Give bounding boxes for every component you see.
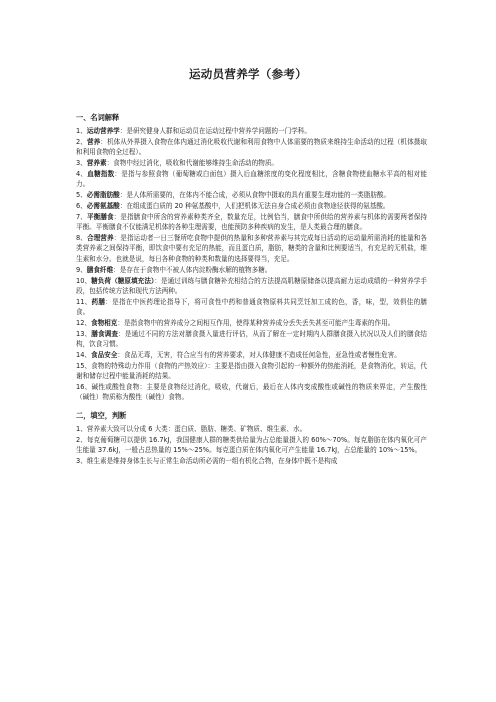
item-term: 必需脂肪酸 <box>86 191 120 200</box>
item-text: 食物的特殊动力作用（食物的产热效应）：主要是指由摄入食物引起的一种额外的热能消耗，是食物消化，转运，代谢和储存过程中能量消耗的结果。 <box>76 361 428 381</box>
list-item <box>76 350 427 360</box>
item-term: 必需氨基酸 <box>86 202 120 211</box>
item-text: 维生素是维持身体生长与正常生命活动所必需的一组有机化合物，在身体中既不是构成 <box>86 456 338 465</box>
item-term: 药膳 <box>91 297 106 306</box>
list-item <box>76 329 427 350</box>
item-number: 3、 <box>76 159 87 168</box>
item-number: 8、 <box>76 234 87 243</box>
item-text: 营养素大致可以分成 6 大类：蛋白质、脂肪、糖类、矿物质、维生素、水。 <box>86 424 307 433</box>
item-text: ：是通过不同的方法对膳食摄入量进行评估，从而了解在一定时期内人群膳食摄入状况以及人们的膳食结构，饮食习惯。 <box>76 329 428 349</box>
list-item <box>76 424 427 434</box>
list-item <box>76 276 427 297</box>
item-number: 1、 <box>76 127 87 135</box>
item-text: ：是指食物中的营养成分之间相互作用，使得某种营养成分丢失丢失甚至可能产生毒素的作用。 <box>117 318 395 327</box>
item-term: 运动营养学 <box>86 127 120 135</box>
list-item <box>76 190 427 200</box>
list-item <box>76 297 427 318</box>
list-item <box>76 233 427 264</box>
item-number: 10、 <box>76 276 92 285</box>
item-term: 平衡膳食 <box>86 212 114 221</box>
list-item <box>76 382 427 403</box>
list-item <box>76 212 427 233</box>
item-term: 膳食纤维 <box>86 265 114 274</box>
list-item <box>76 456 427 466</box>
item-text: 碱性或酸性食物：主要是食物经过消化，吸收，代谢后，最后在人体内变成酸性或碱性的物质来界定，产生酸性（碱性）物质称为酸性（碱性）食物。 <box>76 383 428 402</box>
item-number: 2、 <box>76 435 87 444</box>
item-text: ：机体从外界摄入食物在体内通过消化吸收代谢和利用食物中人体需要的物质来维持生命活动的过程（机体摄取和利用食物的全过程）。 <box>76 137 428 157</box>
item-number: 11、 <box>76 297 92 306</box>
item-text: ：是存在于食物中不被人体内淀粉酶水解的植物多糖。 <box>113 265 272 274</box>
item-number: 2、 <box>76 137 87 146</box>
item-text: ：食物中经过消化，吸收和代谢能够维持生命活动的物质。 <box>106 159 279 168</box>
item-number: 13、 <box>76 329 92 338</box>
item-text: ：是人体所需要的，在体内不能合成，必须从食物中摄取的具有重要生理功能的一类脂肪酸。 <box>119 191 391 200</box>
fill-judge-list <box>76 424 427 466</box>
item-number: 9、 <box>76 265 87 274</box>
document-title: 运动员营养学（参考） <box>189 67 307 81</box>
item-term: 糖负荷（糖原填充法） <box>91 276 155 285</box>
list-item <box>76 265 427 275</box>
item-term: 合理营养 <box>86 234 114 243</box>
item-text: ：是指膳食中所含的营养素种类齐全，数量充足，比例恰当，膳食中所供给的营养素与机体的需要两者保持平衡。平衡膳食不仅能满足机体的各种生理需要，也能预防多种疾病的发生，是人类最合理的膳食。 <box>76 212 428 232</box>
list-item <box>76 318 427 328</box>
section-heading-fill-judge: 二，填空，判断 <box>76 410 127 420</box>
list-item <box>76 169 427 190</box>
item-number: 7、 <box>76 212 87 221</box>
item-text: ：是指运动者一日三餐所吃食物中提供的热量和多种营养素与其完成每日活动的运动量所需消耗的能量和各类营养素之间保持平衡，即饮食中要有充足的热能，而且蛋白质，脂肪，糖类的含量和比例要适当，有充足的无机盐，维生素和水分。也就是说，每日各种食物的种类和数量的选择要得当，充足。 <box>76 234 428 263</box>
list-item <box>76 201 427 211</box>
item-number: 14、 <box>76 350 91 359</box>
list-item <box>76 361 427 382</box>
item-text: ：食品无毒，无害，符合应当有的营养要求，对人体健康不造成任何急性，亚急性或者慢性危害。 <box>117 350 401 359</box>
list-item <box>76 435 427 456</box>
item-term: 食物相克 <box>90 318 118 327</box>
definitions-list <box>76 126 427 403</box>
item-text: ：是通过训练与膳食糖补充相结合的方法提高肌糖原储备以提高耐力运动成绩的一种营养学手段，包括传统方法和现代方法两种。 <box>76 276 428 295</box>
item-number: 1、 <box>76 424 87 433</box>
item-number: 16、 <box>76 383 92 392</box>
item-number: 3、 <box>76 456 87 465</box>
item-text: ：在组成蛋白质的 20 种氨基酸中，人们把机体无法自身合成必须由食物途径获得的氨基酸。 <box>119 202 390 211</box>
item-number: 6、 <box>76 202 87 211</box>
section-heading-definitions: 一、名词解释 <box>76 113 120 122</box>
item-term: 营养 <box>86 137 101 146</box>
item-number: 15、 <box>76 361 92 370</box>
item-number: 4、 <box>76 169 88 178</box>
list-item <box>76 137 427 158</box>
item-text: ：是指在中医药理论指导下，将可食性中药和普通食物原料共同烹饪加工成的色，香，味，型，效俱佳的膳食。 <box>76 297 428 316</box>
item-number: 12、 <box>76 318 91 327</box>
document-body <box>76 113 427 467</box>
item-text: ：是指与参照食物（葡萄糖或白面包）摄入后血糖浓度的变化程度相比，含糖食物使血糖水平高的相对能力。 <box>76 169 427 189</box>
item-text: ：是研究健身人群和运动员在运动过程中营养学问题的一门学科。 <box>119 127 311 135</box>
item-term: 营养素 <box>86 159 107 168</box>
item-term: 膳食调查 <box>91 329 119 338</box>
item-number: 5、 <box>76 191 87 200</box>
item-term: 血糖指数 <box>87 169 115 178</box>
list-item <box>76 126 427 136</box>
list-item <box>76 158 427 168</box>
item-text: 每克葡萄糖可以提供 16.7kJ，我国健康人群的糖类供给量为占总能量摄入的 60%～70%。每克脂肪在体内氧化可产生能量 37.6kJ，一般占总热量的 15%～25%。每克蛋白质在体内氧化可产生能量 16.7kJ，占总能量的 10%～15%。 <box>76 435 427 454</box>
item-term: 食品安全 <box>90 350 118 359</box>
